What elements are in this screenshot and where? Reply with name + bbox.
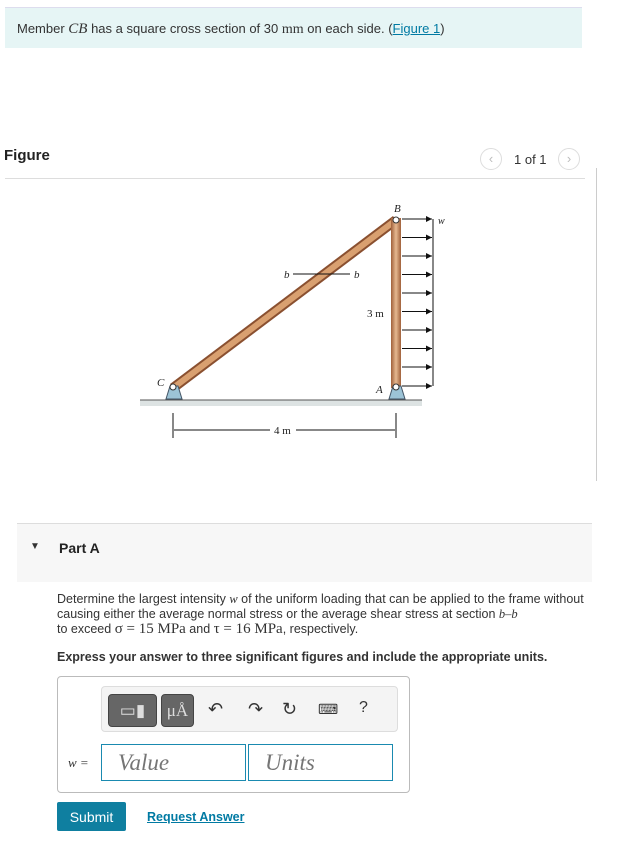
math-toolbar [101, 686, 398, 732]
text: has a square cross section of 30 [87, 21, 282, 36]
text: Determine the largest intensity [57, 592, 230, 606]
next-figure-button[interactable]: › [558, 148, 580, 170]
member-label: CB [68, 21, 88, 37]
request-answer-link[interactable]: Request Answer [147, 810, 245, 824]
figure-pager: 1 of 1 [514, 152, 547, 167]
text: of the uniform loading that can be applied to the frame without causing either the average normal stress or the average shear stress at section [57, 592, 584, 621]
templates-button[interactable]: ▭▮ [108, 694, 157, 727]
units-button[interactable]: μÅ [161, 694, 194, 727]
problem-statement [5, 7, 582, 48]
label-height: 3 m [367, 308, 384, 320]
divider [5, 178, 585, 179]
label-b-point: B [394, 203, 401, 215]
distributed-load [402, 219, 433, 386]
text: , respectively. [282, 622, 359, 636]
label-c: C [157, 377, 165, 389]
figure-link[interactable]: Figure 1 [392, 21, 441, 36]
variable-label: w = [68, 755, 89, 770]
help-button[interactable]: ? [359, 699, 368, 716]
undo-icon[interactable]: ↶ [208, 699, 224, 719]
frame-figure [0, 190, 600, 450]
text: Member [17, 21, 69, 36]
collapse-triangle-icon[interactable]: ▼ [30, 541, 40, 552]
sigma-value: σ = 15 MPa [114, 621, 186, 637]
redo-icon[interactable]: ↷ [248, 699, 264, 719]
member-ab [391, 218, 401, 388]
prev-figure-button[interactable]: ‹ [480, 148, 502, 170]
value-input[interactable] [101, 744, 246, 781]
label-section-b1: b [284, 269, 290, 281]
part-a-header[interactable] [17, 523, 592, 582]
units-input[interactable] [248, 744, 393, 781]
section: b–b [498, 607, 518, 621]
var: w [229, 592, 238, 606]
question-text [57, 592, 587, 637]
text: on each side. ( [303, 21, 393, 36]
instruction: Express your answer to three significant figures and include the appropriate units. [57, 650, 548, 664]
ground [140, 400, 422, 406]
text: to exceed [57, 622, 115, 636]
tau-value: τ = 16 MPa [213, 621, 283, 637]
unit: mm [281, 22, 304, 37]
submit-button[interactable]: Submit [57, 802, 126, 831]
text: ) [440, 21, 445, 36]
part-a-title: Part A [59, 540, 100, 556]
keyboard-icon[interactable]: ⌨ [318, 701, 339, 717]
label-a: A [376, 384, 383, 396]
text: and [185, 622, 214, 636]
label-width: 4 m [274, 425, 291, 437]
reset-icon[interactable]: ↻ [282, 699, 298, 719]
label-w: w [438, 216, 445, 227]
label-section-b2: b [354, 269, 360, 281]
figure-title: Figure [4, 147, 50, 164]
